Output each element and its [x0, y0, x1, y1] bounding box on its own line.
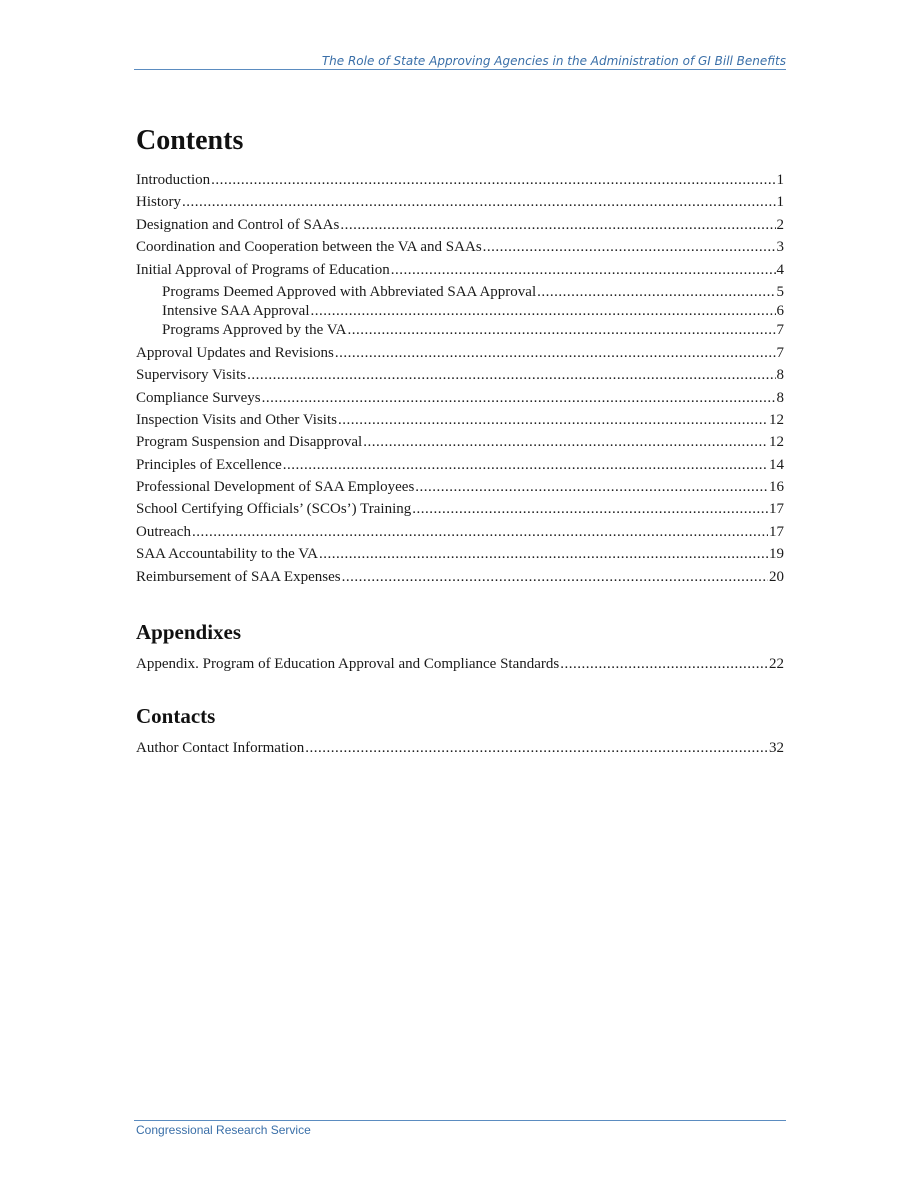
toc-entry-designation[interactable]	[136, 216, 784, 234]
toc-subentry-intensive-approval[interactable]	[136, 302, 784, 320]
dot-leader	[363, 433, 768, 451]
dot-leader	[347, 321, 775, 339]
dot-leader	[412, 500, 768, 518]
dot-leader	[537, 283, 775, 301]
toc-entry-page: 20	[769, 568, 784, 585]
table-of-contents	[136, 125, 784, 762]
toc-entry-label: Author Contact Information	[136, 740, 305, 757]
header-rule	[134, 69, 786, 70]
toc-entry-label: Inspection Visits and Other Visits	[136, 411, 337, 428]
toc-entry-author-contact[interactable]	[136, 739, 784, 757]
toc-entry-label: Initial Approval of Programs of Education	[136, 261, 390, 278]
toc-entry-history[interactable]	[136, 193, 784, 211]
dot-leader	[338, 411, 768, 429]
toc-entry-page: 32	[769, 740, 784, 757]
running-header: The Role of State Approving Agencies in the Administration of GI Bill Benefits	[321, 54, 786, 68]
toc-entry-page: 12	[769, 411, 784, 428]
toc-entry-introduction[interactable]	[136, 171, 784, 189]
toc-entry-page: 17	[769, 501, 784, 518]
toc-entry-label: Program Suspension and Disapproval	[136, 434, 363, 451]
dot-leader	[262, 389, 776, 407]
dot-leader	[335, 344, 776, 362]
toc-entry-page: 8	[776, 389, 784, 406]
dot-leader	[415, 478, 768, 496]
dot-leader	[192, 523, 768, 541]
toc-entry-sco-training[interactable]	[136, 500, 784, 518]
toc-entry-label: Intensive SAA Approval	[162, 303, 310, 320]
toc-entry-coordination[interactable]	[136, 238, 784, 256]
toc-entry-label: History	[136, 194, 181, 211]
dot-leader	[182, 193, 776, 211]
toc-entry-appendix[interactable]	[136, 655, 784, 673]
dot-leader	[342, 568, 768, 586]
dot-leader	[483, 238, 776, 256]
toc-entry-page: 19	[769, 546, 784, 563]
toc-entry-reimbursement[interactable]	[136, 568, 784, 586]
section-spacer	[136, 677, 784, 704]
toc-entry-label: Supervisory Visits	[136, 367, 247, 384]
toc-entry-page: 17	[769, 523, 784, 540]
toc-entry-inspection-visits[interactable]	[136, 411, 784, 429]
toc-entry-page: 16	[769, 479, 784, 496]
toc-entry-label: Principles of Excellence	[136, 456, 282, 473]
contacts-title: Contacts	[136, 704, 216, 729]
toc-entry-label: Reimbursement of SAA Expenses	[136, 568, 341, 585]
toc-entry-label: SAA Accountability to the VA	[136, 546, 318, 563]
toc-entry-page: 12	[769, 434, 784, 451]
toc-entry-label: School Certifying Officials’ (SCOs’) Training	[136, 501, 412, 518]
toc-entry-page: 3	[776, 239, 784, 256]
toc-entry-initial-approval[interactable]	[136, 261, 784, 279]
toc-entry-compliance-surveys[interactable]	[136, 389, 784, 407]
toc-entry-page: 5	[776, 283, 784, 300]
toc-subentry-va-approved[interactable]	[136, 321, 784, 339]
toc-entry-page: 14	[769, 456, 784, 473]
toc-entry-page: 1	[776, 194, 784, 211]
dot-leader	[311, 302, 776, 320]
dot-leader	[319, 545, 768, 563]
toc-entry-label: Programs Deemed Approved with Abbreviated SAA Approval	[162, 283, 537, 300]
toc-entry-page: 6	[776, 303, 784, 320]
dot-leader	[283, 456, 768, 474]
dot-leader	[211, 171, 775, 189]
toc-entry-accountability[interactable]	[136, 545, 784, 563]
toc-entry-page: 22	[769, 656, 784, 673]
dot-leader	[340, 216, 775, 234]
footer-rule	[134, 1120, 786, 1121]
toc-entry-label: Approval Updates and Revisions	[136, 344, 334, 361]
toc-entry-outreach[interactable]	[136, 523, 784, 541]
toc-entry-principles[interactable]	[136, 456, 784, 474]
toc-entry-label: Compliance Surveys	[136, 389, 261, 406]
toc-entry-label: Outreach	[136, 523, 191, 540]
toc-entry-label: Programs Approved by the VA	[162, 322, 347, 339]
toc-subentry-deemed-approved[interactable]	[136, 283, 784, 301]
dot-leader	[391, 261, 776, 279]
dot-leader	[305, 739, 768, 757]
toc-entry-page: 1	[776, 172, 784, 188]
dot-leader	[247, 366, 775, 384]
toc-entry-page: 2	[776, 216, 784, 233]
toc-entry-page: 4	[776, 261, 784, 278]
appendixes-title: Appendixes	[136, 620, 242, 645]
footer-text: Congressional Research Service	[136, 1123, 311, 1137]
dot-leader	[560, 655, 768, 673]
toc-entry-label: Appendix. Program of Education Approval and Compliance Standards	[136, 656, 560, 673]
section-spacer	[136, 590, 784, 620]
toc-entry-suspension[interactable]	[136, 433, 784, 451]
toc-entry-label: Professional Development of SAA Employees	[136, 479, 415, 496]
toc-entry-label: Coordination and Cooperation between the VA and SAAs	[136, 239, 482, 256]
toc-entry-label: Designation and Control of SAAs	[136, 216, 340, 233]
toc-entry-page: 8	[776, 367, 784, 384]
toc-entry-page: 7	[776, 322, 784, 339]
toc-entry-approval-updates[interactable]	[136, 344, 784, 362]
contents-title: Contents	[136, 125, 244, 156]
toc-entry-label: Introduction	[136, 172, 211, 188]
toc-entry-page: 7	[776, 344, 784, 361]
toc-entry-professional-development[interactable]	[136, 478, 784, 496]
toc-entry-supervisory-visits[interactable]	[136, 366, 784, 384]
